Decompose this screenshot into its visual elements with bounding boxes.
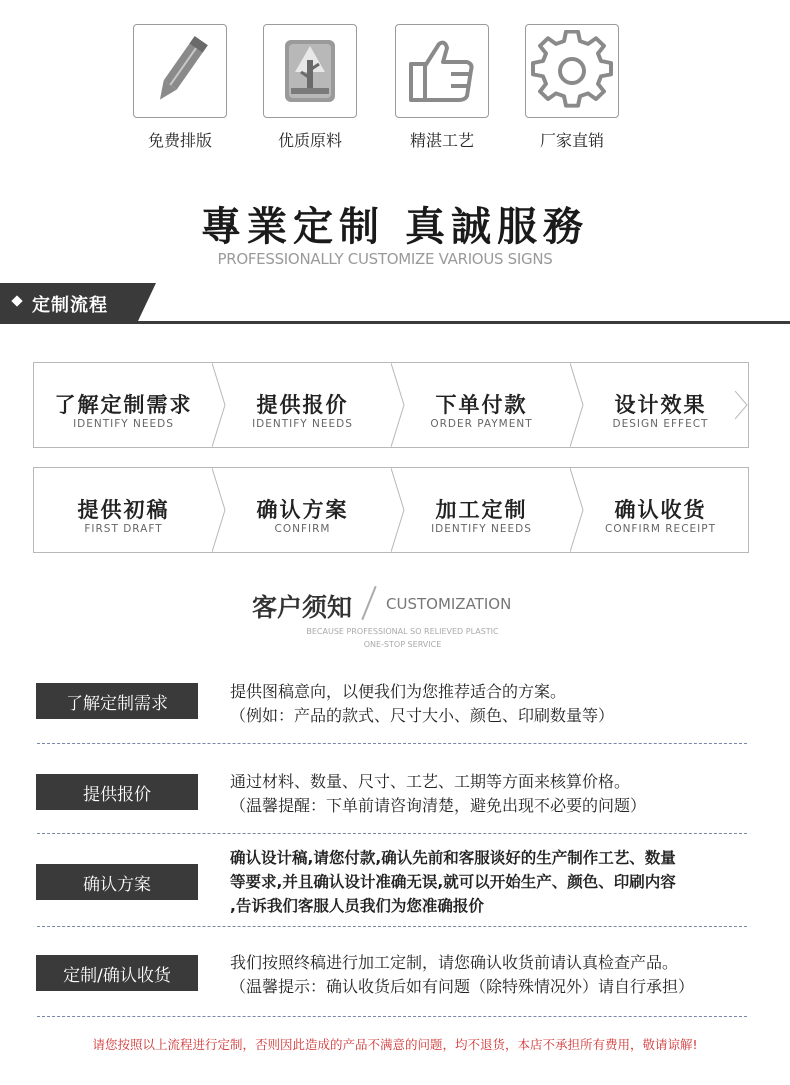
notice-tagline-2: ONE-STOP SERVICE xyxy=(363,640,442,649)
notice-line: 通过材料、数量、尺寸、工艺、工期等方面来核算价格。 xyxy=(230,772,631,791)
feature-free-layout xyxy=(130,24,230,151)
notice-title: 客户须知 xyxy=(252,593,353,622)
dashed-divider xyxy=(37,1016,747,1017)
process-step-subtitle: IDENTIFY NEEDS xyxy=(431,523,532,535)
feature-quality-material xyxy=(260,24,360,151)
process-step-title: 确认收货 xyxy=(614,498,707,522)
section-tab xyxy=(0,283,138,321)
gear-icon xyxy=(531,30,613,112)
process-step-subtitle: IDENTIFY NEEDS xyxy=(73,418,174,430)
notice-line: （温馨提醒：下单前请咨询清楚，避免出现不必要的问题） xyxy=(230,796,647,815)
process-step xyxy=(392,363,571,447)
process-row xyxy=(33,362,749,448)
notice-line: 确认设计稿,请您付款,确认先前和客服谈好的生产制作工艺、数量 xyxy=(230,849,676,867)
process-step xyxy=(213,468,392,552)
process-step xyxy=(34,468,213,552)
headline: 專業定制 真誠服務 xyxy=(201,203,589,250)
feature-icon-box xyxy=(395,24,489,118)
process-step-title: 提供初稿 xyxy=(77,498,170,522)
feature-label: 免费排版 xyxy=(147,131,212,150)
process-step-subtitle: FIRST DRAFT xyxy=(84,523,163,535)
process-step xyxy=(392,468,571,552)
feature-factory-direct xyxy=(522,24,622,151)
feature-icon-box xyxy=(263,24,357,118)
notice-text xyxy=(230,770,646,818)
process-step xyxy=(34,363,213,447)
process-step-subtitle: CONFIRM xyxy=(274,523,331,535)
dashed-divider xyxy=(37,926,747,927)
notice-label-understand-needs: 了解定制需求 xyxy=(36,683,198,719)
notice-label-confirm-plan: 确认方案 xyxy=(36,864,198,900)
notice-text xyxy=(230,846,676,918)
chevron-right-icon xyxy=(735,363,748,447)
feature-fine-craft xyxy=(392,24,492,151)
footer-disclaimer: 请您按照以上流程进行定制，否则因此造成的产品不满意的问题，均不退货，本店不承担所有费用，敬请谅解! xyxy=(92,1037,698,1052)
process-step-title: 确认方案 xyxy=(256,498,349,522)
notice-line: 我们按照终稿进行加工定制，请您确认收货前请认真检查产品。 xyxy=(230,953,679,972)
process-step-subtitle: ORDER PAYMENT xyxy=(430,418,533,430)
thumbs-up-icon xyxy=(401,30,483,112)
feature-label: 厂家直销 xyxy=(539,131,604,150)
process-step-title: 下单付款 xyxy=(435,393,528,417)
notice-line: 提供图稿意向，以便我们为您推荐适合的方案。 xyxy=(230,682,567,701)
notice-divider xyxy=(361,586,376,620)
process-step-title: 了解定制需求 xyxy=(54,393,193,417)
process-step xyxy=(571,363,750,447)
process-step-title: 提供报价 xyxy=(256,393,349,417)
notice-label-quote: 提供报价 xyxy=(36,774,198,810)
feature-icon-box xyxy=(133,24,227,118)
notice-label-receipt: 定制/确认收货 xyxy=(36,955,198,991)
material-icon xyxy=(269,30,351,112)
diamond-icon xyxy=(11,295,22,306)
process-step-subtitle: DESIGN EFFECT xyxy=(612,418,709,430)
feature-label: 精湛工艺 xyxy=(409,131,474,150)
process-step-title: 加工定制 xyxy=(435,498,528,522)
section-header xyxy=(0,283,790,325)
process-step-subtitle: IDENTIFY NEEDS xyxy=(252,418,353,430)
process-step xyxy=(571,468,750,552)
feature-label: 优质原料 xyxy=(277,131,342,150)
section-rule xyxy=(0,321,790,324)
dashed-divider xyxy=(37,743,747,744)
process-step-title: 设计效果 xyxy=(614,393,707,417)
section-tab-slant xyxy=(138,283,156,321)
notice-text xyxy=(230,951,694,999)
feature-list xyxy=(130,24,670,154)
notice-line: 等要求,并且确认设计准确无误,就可以开始生产、颜色、印刷内容 xyxy=(230,873,676,891)
notice-tagline: BECAUSE PROFESSIONAL SO RELIEVED PLASTIC xyxy=(306,627,499,636)
process-step-subtitle: CONFIRM RECEIPT xyxy=(604,523,717,535)
notice-title-en: CUSTOMIZATION xyxy=(386,595,512,613)
headline-subtitle: PROFESSIONALLY CUSTOMIZE VARIOUS SIGNS xyxy=(217,250,553,268)
process-step xyxy=(213,363,392,447)
feature-icon-box xyxy=(525,24,619,118)
pencil-icon xyxy=(139,30,221,112)
notice-line: ,告诉我们客服人员我们为您准确报价 xyxy=(230,897,484,915)
notice-text xyxy=(230,680,614,728)
section-title: 定制流程 xyxy=(32,295,108,316)
process-row xyxy=(33,467,749,553)
notice-line: （温馨提示：确认收货后如有问题（除特殊情况外）请自行承担） xyxy=(230,977,695,996)
notice-line: （例如：产品的款式、尺寸大小、颜色、印刷数量等） xyxy=(230,706,615,725)
dashed-divider xyxy=(37,833,747,834)
